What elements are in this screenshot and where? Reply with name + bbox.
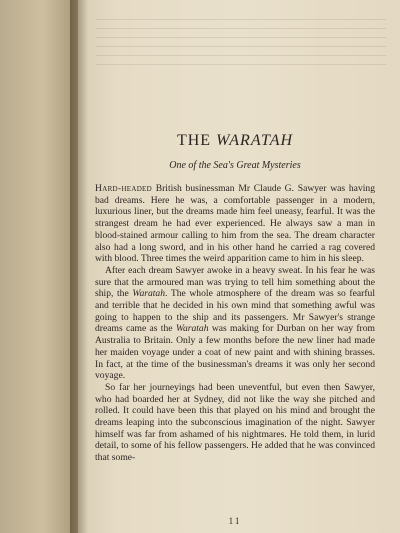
paragraph-2-text-c: was making for Durban on her way from Australia to Britain. Only a few months before the new liner had made her maiden voyage under a coat of new paint and with shining brasses. In fact, at the time of the businessman's dreams it was only her second voyage. (95, 323, 375, 382)
chapter-subtitle: One of the Sea's Great Mysteries (169, 160, 301, 171)
paragraph-1 (95, 183, 375, 265)
paragraph-2-text-b: . The whole atmosphere of the dream was so fearful and terrible that he decided in his own mind that something awful was going to happen to the ship and its passengers. Mr Sawyer's strange dreams came as the (95, 288, 375, 335)
chapter-title-ship: WARATAH (216, 132, 294, 149)
page-number: 11 (228, 516, 242, 526)
lead-in-smallcaps: Hard-headed (95, 183, 152, 194)
bleed-through-text (96, 12, 386, 107)
left-page-edge (0, 0, 78, 533)
ship-name: Waratah (132, 288, 166, 300)
chapter-title (95, 132, 375, 150)
paragraph-2-text-a: After each dream Sawyer awoke in a heavy sweat. In his fear he was sure that the armoured man was trying to tell him something about the ship, the (95, 264, 375, 300)
ship-name: Waratah (175, 323, 209, 335)
paragraph-1-text: British businessman Mr Claude G. Sawyer was having bad dreams. Here he was, a comfortable passenger in a modern, luxurious liner, but the dreams made him feel uneasy, fearful. It was the strangest dream he had ever experienced. He always saw a man in blood-stained armour calling to him from the sea. The dream character also had a long sword, and in his other hand he carried a rag covered with blood. Three times the weird apparition came to him in his sleep. (95, 183, 375, 265)
paragraph-2 (95, 265, 375, 382)
chapter-body (95, 183, 375, 464)
book-gutter-shadow (70, 0, 88, 533)
chapter-title-prefix: THE (176, 132, 217, 149)
paragraph-3: So far her journeyings had been uneventful, but even then Sawyer, who had boarded her at Sydney, did not like the way she pitched and rolled. It could have been this that played on his mind and brought the dreams leaping into the subconscious imagination of the night. Sawyer himself was far from ashamed of his nightmares. He told them, in lurid detail, to some of his fellow passengers. He added that he was convinced that some- (95, 381, 375, 464)
